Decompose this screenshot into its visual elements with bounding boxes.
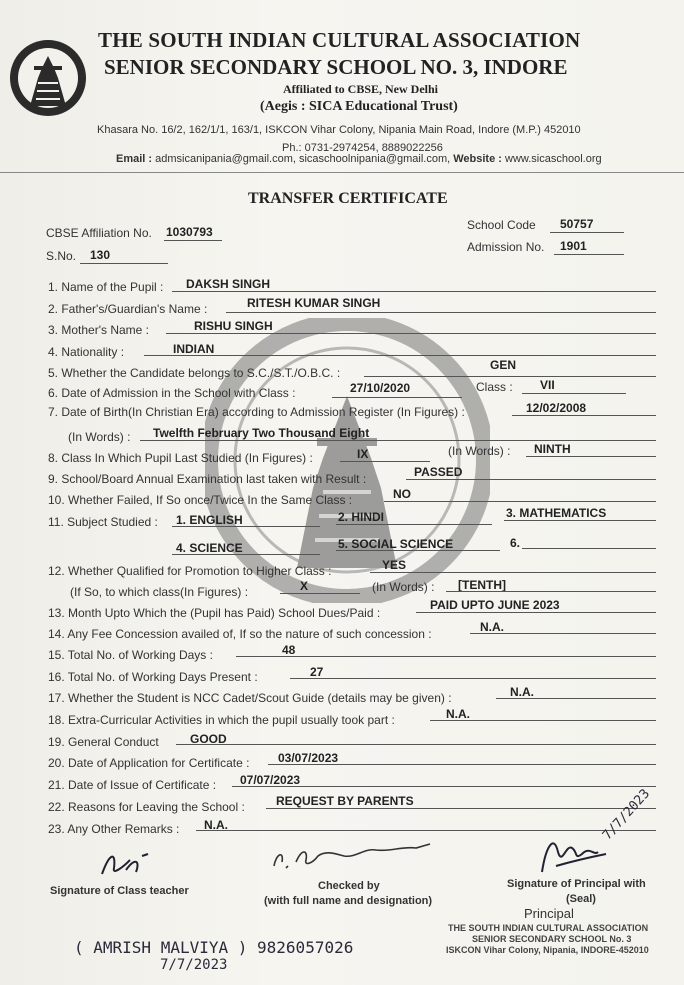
stamp-line1: THE SOUTH INDIAN CULTURAL ASSOCIATION xyxy=(448,923,649,933)
application-date-value: 03/07/2023 xyxy=(278,751,339,765)
dob-label: 7. Date of Birth(In Christian Era) according to Admission Register (In Figures) : xyxy=(48,405,465,419)
website-value: www.sicaschool.org xyxy=(505,153,602,165)
dues-value: PAID UPTO JUNE 2023 xyxy=(430,598,560,612)
field-underline xyxy=(446,591,656,592)
promotion-class-label: (If So, to which class(In Figures) : xyxy=(70,585,249,599)
leaving-reason-value: REQUEST BY PARENTS xyxy=(276,794,414,808)
school-phone: Ph.: 0731-2974254, 8889022256 xyxy=(282,142,443,154)
last-class-label: 8. Class In Which Pupil Last Studied (In Figures) : xyxy=(48,451,313,465)
failed-label: 10. Whether Failed, If So once/Twice In the Same Class : xyxy=(48,493,353,507)
leaving-reason-label: 22. Reasons for Leaving the School : xyxy=(48,800,245,814)
father-name-label: 2. Father's/Guardian's Name : xyxy=(48,302,208,316)
admission-class-value: VII xyxy=(540,378,555,392)
admission-no-label: Admission No. xyxy=(467,240,545,254)
field-underline xyxy=(176,744,656,745)
sno-label: S.No. xyxy=(46,249,77,263)
field-underline xyxy=(496,698,656,699)
checker-signature-icon xyxy=(266,836,436,874)
handwritten-name-phone: ( AMRISH MALVIYA ) 9826057026 xyxy=(74,938,354,957)
admission-no-value: 1901 xyxy=(560,239,587,253)
field-underline xyxy=(236,656,656,657)
header-divider xyxy=(0,172,684,173)
certificate-title: TRANSFER CERTIFICATE xyxy=(248,190,448,207)
field-underline xyxy=(416,612,656,613)
field-underline xyxy=(144,355,656,356)
dob-value: 12/02/2008 xyxy=(526,401,587,415)
field-underline xyxy=(226,312,656,313)
last-class-words-value: NINTH xyxy=(534,442,571,456)
issue-date-value: 07/07/2023 xyxy=(240,773,301,787)
ncc-value: N.A. xyxy=(510,685,534,699)
school-logo-icon xyxy=(8,38,88,118)
father-name-value: RITESH KUMAR SINGH xyxy=(247,296,381,310)
extracurricular-label: 18. Extra-Curricular Activities in which the pupil usually took part : xyxy=(48,713,395,727)
admission-underline xyxy=(554,254,624,255)
aegis-text: (Aegis : SICA Educational Trust) xyxy=(260,99,458,114)
website-label: Website : xyxy=(453,153,502,165)
remarks-label: 23. Any Other Remarks : xyxy=(48,822,180,836)
field-underline xyxy=(336,550,500,551)
field-underline xyxy=(370,572,656,573)
remarks-value: N.A. xyxy=(204,818,228,832)
working-days-label: 15. Total No. of Working Days : xyxy=(48,648,213,662)
checked-by-label: Checked by xyxy=(318,880,380,892)
field-underline xyxy=(232,786,656,787)
days-present-label: 16. Total No. of Working Days Present : xyxy=(48,670,258,684)
field-underline xyxy=(268,764,656,765)
school-code-underline xyxy=(550,232,624,233)
checked-by-sublabel: (with full name and designation) xyxy=(264,895,433,907)
school-contact xyxy=(116,153,602,165)
dues-label: 13. Month Upto Which the (Pupil has Paid) School Dues/Paid : xyxy=(48,606,381,620)
class-teacher-signature-label: Signature of Class teacher xyxy=(50,885,189,897)
email-label: Email : xyxy=(116,153,153,165)
promotion-label: 12. Whether Qualified for Promotion to Higher Class : xyxy=(48,564,332,578)
extracurricular-value: N.A. xyxy=(446,707,470,721)
field-underline xyxy=(290,678,656,679)
class-teacher-signature-icon xyxy=(96,846,166,882)
school-code-label: School Code xyxy=(467,218,536,232)
field-underline xyxy=(526,456,656,457)
subject-3: 3. MATHEMATICS xyxy=(506,506,607,520)
field-underline xyxy=(172,526,320,527)
field-underline xyxy=(430,720,656,721)
conduct-label: 19. General Conduct xyxy=(48,735,159,749)
admission-date-label: 6. Date of Admission in the School with Class : xyxy=(48,386,296,400)
subject-2: 2. HINDI xyxy=(338,510,385,524)
mother-name-value: RISHU SINGH xyxy=(194,319,273,333)
field-underline xyxy=(406,479,656,480)
promotion-class-value: X xyxy=(300,579,309,593)
field-underline xyxy=(266,808,656,809)
field-underline xyxy=(470,633,656,634)
affiliation-no-label: CBSE Affiliation No. xyxy=(46,226,152,240)
pupil-name-value: DAKSH SINGH xyxy=(186,277,271,291)
application-date-label: 20. Date of Application for Certificate : xyxy=(48,756,250,770)
admission-date-value: 27/10/2020 xyxy=(350,381,411,395)
field-underline xyxy=(522,393,626,394)
field-underline xyxy=(522,548,656,549)
subject-4: 4. SCIENCE xyxy=(176,541,243,555)
field-underline xyxy=(364,376,656,377)
field-underline xyxy=(504,520,656,521)
field-underline xyxy=(280,593,360,594)
principal-signature-label: Signature of Principal with xyxy=(507,878,646,890)
principal-date: 7/7/2023 xyxy=(600,786,654,844)
sno-underline xyxy=(80,263,168,264)
mother-name-label: 3. Mother's Name : xyxy=(48,323,149,337)
category-value: GEN xyxy=(490,358,517,372)
field-underline xyxy=(140,440,656,441)
admission-class-label: Class : xyxy=(476,380,513,394)
last-class-words-label: (In Words) : xyxy=(448,444,511,458)
school-address: Khasara No. 16/2, 162/1/1, 163/1, ISKCON Vihar Colony, Nipania Main Road, Indore (M.P.) 452010 xyxy=(97,124,581,136)
nationality-value: INDIAN xyxy=(173,342,215,356)
subjects-label: 11. Subject Studied : xyxy=(48,515,158,529)
working-days-value: 48 xyxy=(282,643,296,657)
days-present-value: 27 xyxy=(310,665,324,679)
promotion-value: YES xyxy=(382,558,407,572)
handwritten-date: 7/7/2023 xyxy=(160,957,228,973)
principal-title: Principal xyxy=(524,906,574,921)
field-underline xyxy=(166,333,656,334)
subject-1: 1. ENGLISH xyxy=(176,513,243,527)
field-underline xyxy=(332,397,462,398)
promotion-words-value: [TENTH] xyxy=(458,578,506,592)
dob-words-label: (In Words) : xyxy=(68,430,131,444)
field-underline xyxy=(336,524,492,525)
stamp-line2: SENIOR SECONDARY SCHOOL No. 3 xyxy=(472,934,632,944)
category-label: 5. Whether the Candidate belongs to S.C./S.T./O.B.C. : xyxy=(48,366,341,380)
ncc-label: 17. Whether the Student is NCC Cadet/Scout Guide (details may be given) : xyxy=(48,691,452,705)
affiliation-no-value: 1030793 xyxy=(166,225,213,239)
issue-date-label: 21. Date of Issue of Certificate : xyxy=(48,778,217,792)
subject-6: 6. xyxy=(510,536,521,550)
last-class-value: IX xyxy=(357,447,369,461)
stamp-line3: ISKCON Vihar Colony, Nipania, INDORE-452010 xyxy=(446,945,649,955)
affiliation-underline xyxy=(164,240,222,241)
field-underline xyxy=(172,291,656,292)
dob-words-value: Twelfth February Two Thousand Eight xyxy=(153,426,370,440)
sno-value: 130 xyxy=(90,248,111,262)
field-underline xyxy=(512,415,656,416)
field-underline xyxy=(172,554,320,555)
principal-seal-label: (Seal) xyxy=(566,893,596,905)
exam-result-label: 9. School/Board Annual Examination last taken with Result : xyxy=(48,472,367,486)
email-value: admsicanipania@gmail.com, sicaschoolnipania@gmail.com, xyxy=(155,153,451,165)
school-name-line1: THE SOUTH INDIAN CULTURAL ASSOCIATION xyxy=(98,28,581,52)
fee-concession-value: N.A. xyxy=(480,620,504,634)
school-name-line2: SENIOR SECONDARY SCHOOL NO. 3, INDORE xyxy=(104,55,568,79)
field-underline xyxy=(384,501,656,502)
pupil-name-label: 1. Name of the Pupil : xyxy=(48,280,164,294)
promotion-words-label: (In Words) : xyxy=(372,580,435,594)
affiliation-text: Affiliated to CBSE, New Delhi xyxy=(283,82,438,96)
field-underline xyxy=(340,461,430,462)
failed-value: NO xyxy=(393,487,411,501)
school-code-value: 50757 xyxy=(560,217,594,231)
conduct-value: GOOD xyxy=(190,732,227,746)
fee-concession-label: 14. Any Fee Concession availed of, If so the nature of such concession : xyxy=(48,627,432,641)
subject-5: 5. SOCIAL SCIENCE xyxy=(338,537,454,551)
exam-result-value: PASSED xyxy=(414,465,463,479)
nationality-label: 4. Nationality : xyxy=(48,345,125,359)
